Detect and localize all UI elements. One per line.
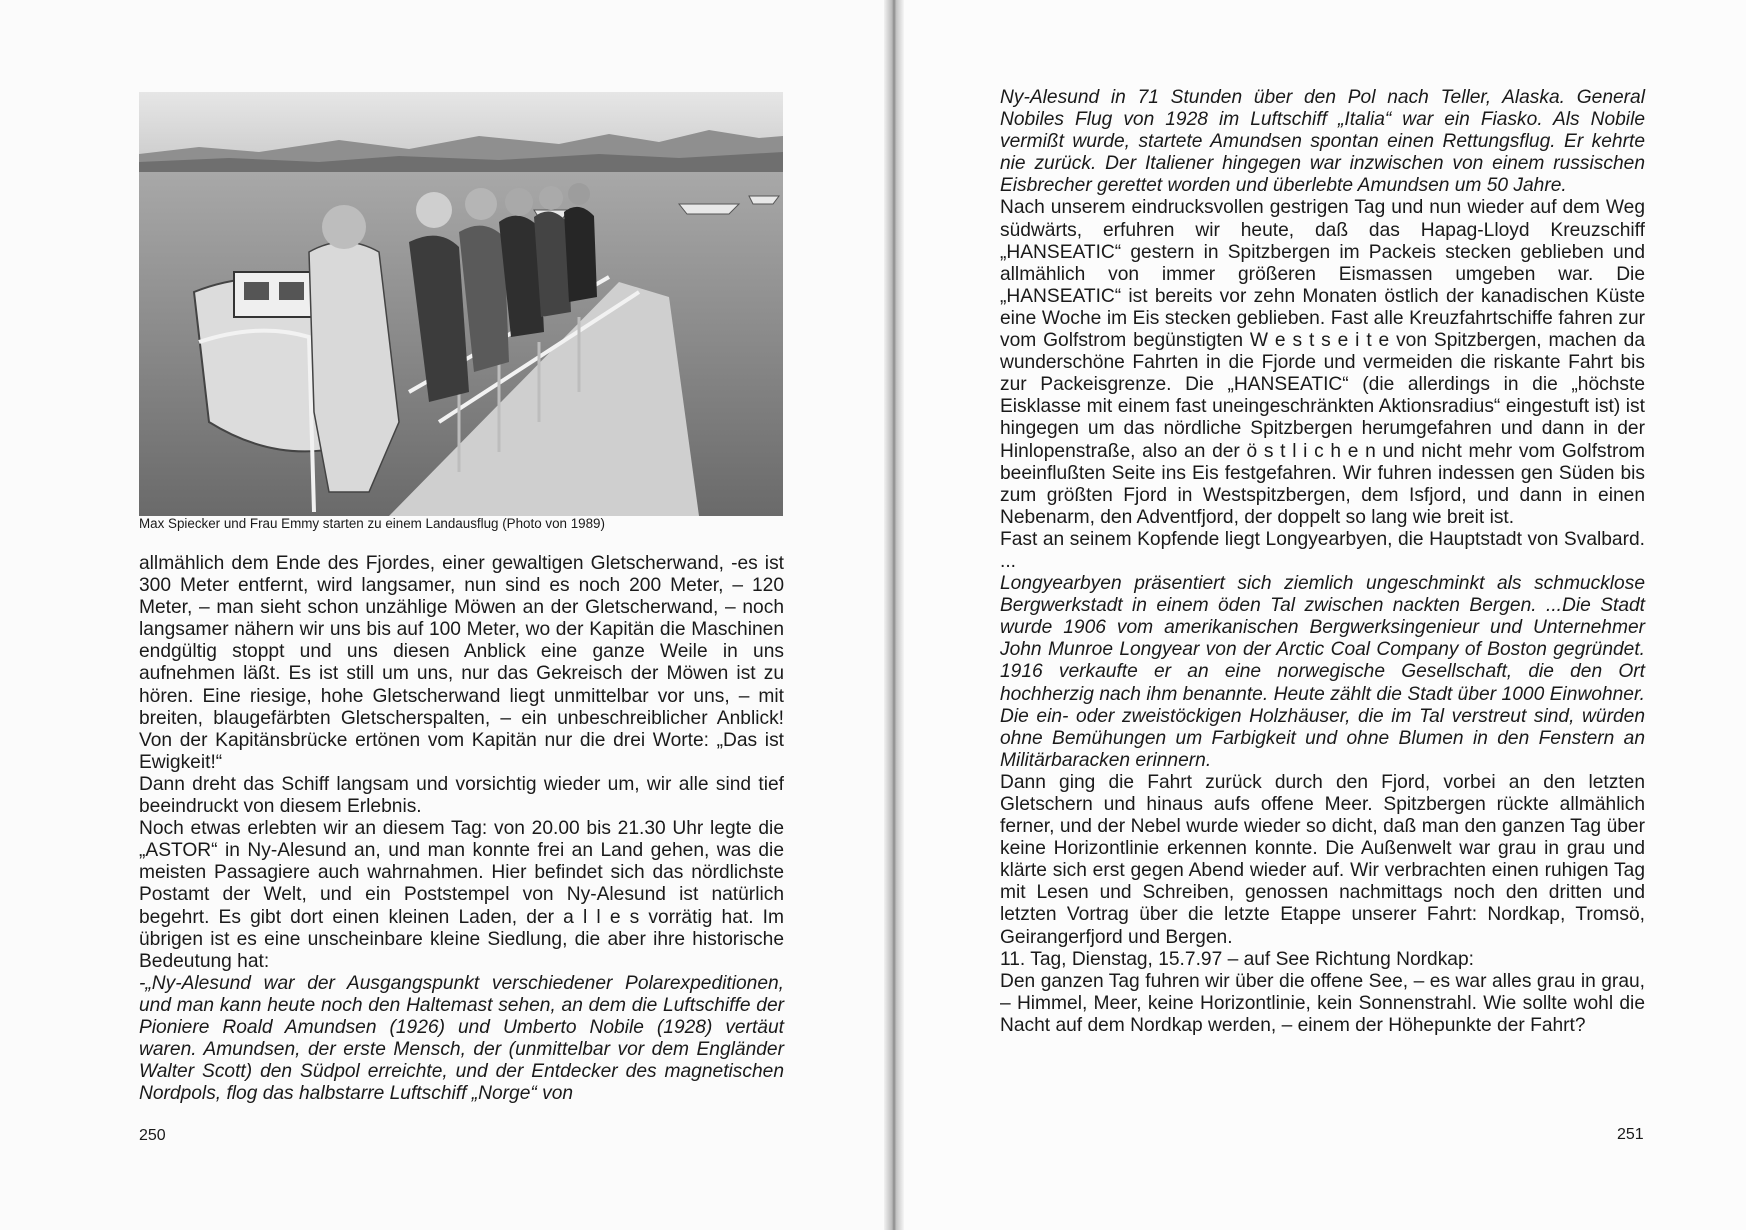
right-page-body: [1000, 87, 1645, 1037]
right-page: [893, 0, 1746, 1230]
italic-quote-paragraph: Longyearbyen präsentiert sich ziemlich ungeschminkt als schmucklose Bergwerkstadt in einem öden Tal zwischen nackten Bergen. ...Die Stadt wurde 1906 vom amerikanischen Bergwerksingenieur und Unternehmer John Munroe Longyear von der Arctic Coal Company of Boston gegründet. 1916 verkaufte er an eine norwegische Gesellschaft, die den Ort hochherzig nach ihm benannte. Heute zählt die Stadt über 1000 Einwohner. Die ein- oder zweistöckigen Holzhäuser, die im Tal verstreut sind, würden ohne Bemühungen um Farbigkeit und ohne Blumen in den Fenstern an Militärbaracken erinnern.: [1000, 573, 1645, 771]
photo-caption: Max Spiecker und Frau Emmy starten zu einem Landausflug (Photo von 1989): [139, 516, 605, 531]
left-page-body: [139, 553, 784, 1105]
photo-passengers-on-gangway: [139, 92, 783, 516]
paragraph: allmählich dem Ende des Fjordes, einer gewaltigen Gletscherwand, -es ist 300 Meter entfernt, wird langsamer, nun sind es noch 200 Meter, – 120 Meter, – man sieht schon unzählige Möwen an der Gletscherwand, – noch langsamer nähern wir uns bis auf 100 Meter, wo der Kapitän die Maschinen endgültig stoppt und uns diesen Anblick eine ganze Weile in uns aufnehmen läßt. Es ist still um uns, nur das Gekreisch der Möwen ist zu hören. Eine riesige, hohe Gletscherwand liegt unmittelbar vor uns, – mit breiten, blaugefärbten Gletscherspalten, – ein unbeschreiblicher Anblick! Von der Kapitänsbrücke ertönen vom Kapitän nur die drei Worte: „Das ist Ewigkeit!“: [139, 553, 784, 773]
paragraph: Nach unserem eindrucksvollen gestrigen Tag und nun wieder auf dem Weg südwärts, erfuhren wir heute, daß das Hapag-Lloyd Kreuzschiff „HANSEATIC“ gestern in Spitzbergen im Packeis stecken geblieben und allmählich von immer größeren Eismassen umgeben war. Die „HANSEATIC“ ist bereits vor zehn Monaten östlich der kanadischen Küste eine Woche im Eis stecken geblieben. Fast alle Kreuzfahrtschiffe fahren zur vom Golfstrom begünstigten W e s t s e i t e von Spitzbergen, machen da wunderschöne Fahrten in die Fjorde und vermeiden die riskante Fahrt bis zur Packeisgrenze. Die „HANSEATIC“ (die allerdings in die „höchste Eisklasse mit einem fast uneingeschränkten Aktionsradius“ eingestuft ist) ist hingegen um das nördliche Spitzbergen herumgefahren und dann in der Hinlopenstraße, also an der ö s t l i c h e n und nicht mehr vom Golfstrom beeinflußten Seite ins Eis festgefahren. Wir fuhren indessen gen Süden bis zum größten Fjord in Westspitzbergen, dem Isfjord, und dann in einen Nebenarm, den Adventfjord, der doppelt so lang wie breit ist.: [1000, 197, 1645, 528]
paragraph: Fast an seinem Kopfende liegt Longyearbyen, die Hauptstadt von Svalbard. ...: [1000, 528, 1645, 572]
paragraph: Dann dreht das Schiff langsam und vorsichtig wieder um, wir alle sind tief beeindruckt von diesem Erlebnis.: [139, 773, 784, 818]
italic-quote-paragraph: Ny-Alesund in 71 Stunden über den Pol nach Teller, Alaska. General Nobiles Flug von 1928 im Luftschiff „Italia“ war ein Fiasko. Als Nobile vermißt wurde, startete Amundsen spontan einen Rettungsflug. Er kehrte nie zurück. Der Italiener hingegen war inzwischen von einem russischen Eisbrecher gerettet worden und überlebte Amundsen um 50 Jahre.: [1000, 87, 1645, 197]
paragraph: Dann ging die Fahrt zurück durch den Fjord, vorbei an den letzten Gletschern und hinaus aufs offene Meer. Spitzbergen rückte allmählich ferner, und der Nebel wurde wieder so dicht, daß man den ganzen Tag über keine Horizontlinie erkennen konnte. Die Außenwelt war grau in grau und klärte sich erst gegen Abend wieder auf. Wir verbrachten einen ruhigen Tag mit Lesen und Schreiben, genossen nachmittags noch den dritten und letzten Vortrag über die letzte Etappe unserer Fahrt: Nordkap, Tromsö, Geirangerfjord und Bergen.: [1000, 771, 1645, 948]
day-heading: 11. Tag, Dienstag, 15.7.97 – auf See Richtung Nordkap:: [1000, 948, 1474, 970]
italic-quote-paragraph: -„Ny-Alesund war der Ausgangspunkt verschiedener Polarexpeditionen, und man kann heute noch den Haltemast sehen, an dem die Luftschiffe der Pioniere Roald Amundsen (1926) und Umberto Nobile (1928) vertäut waren. Amundsen, der erste Mensch, der (unmittelbar vor dem Engländer Walter Scott) den Südpol erreichte, und der Entdecker des magnetischen Nordpols, flog das halbstarre Luftschiff „Norge“ von: [139, 972, 784, 1105]
paragraph: Noch etwas erlebten wir an diesem Tag: von 20.00 bis 21.30 Uhr legte die „ASTOR“ in Ny-Alesund an, und man konnte frei an Land gehen, was die meisten Passagiere auch wahrnahmen. Hier befindet sich das nördlichste Postamt der Welt, und ein Poststempel von Ny-Alesund ist natürlich begehrt. Es gibt dort einen kleinen Laden, der a l l e s vorrätig hat. Im übrigen ist es eine unscheinbare kleine Siedlung, die aber ihre historische Bedeutung hat:: [139, 818, 784, 972]
book-gutter: [884, 0, 904, 1230]
paragraph: Den ganzen Tag fuhren wir über die offene See, – es war alles grau in grau, – Himmel, Meer, keine Horizontlinie, kein Sonnenstrahl. Wie sollte wohl die Nacht auf dem Nordkap werden, – einem der Höhepunkte der Fahrt?: [1000, 970, 1645, 1036]
page-number-right: 251: [1617, 1126, 1644, 1143]
page-number-left: 250: [139, 1127, 166, 1144]
